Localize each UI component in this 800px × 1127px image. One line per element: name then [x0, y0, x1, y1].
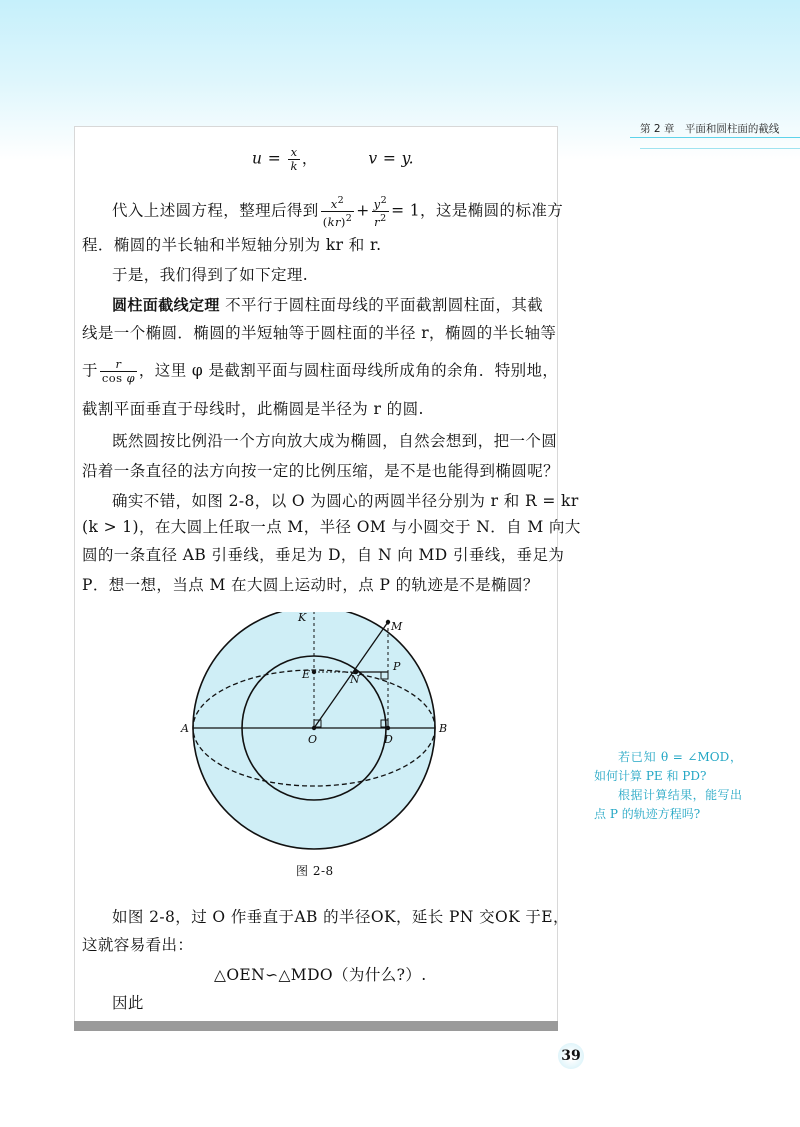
paragraph-construction-3: 圆的一条直径 AB 引垂线，垂足为 D，自 N 向 MD 引垂线，垂足为	[82, 546, 565, 564]
point-D	[386, 726, 390, 730]
label-P: P	[393, 660, 401, 673]
label-K: K	[298, 612, 307, 624]
paragraph-construction-1: 确实不错，如图 2-8，以 O 为圆心的两圆半径分别为 r 和 R = kr	[112, 492, 579, 510]
paragraph-axes: 程．椭圆的半长轴和半短轴分别为 kr 和 r.	[82, 236, 382, 254]
header-rule	[630, 137, 800, 138]
paragraph-extend-1: 如图 2-8，过 O 作垂直于AB 的半径OK，延长 PN 交OK 于E，	[112, 908, 569, 926]
paragraph-construction-2: (k > 1)，在大圆上任取一点 M，半径 OM 与小圆交于 N．自 M 向大	[82, 518, 581, 536]
figure-caption: 图 2-8	[296, 864, 334, 878]
point-E	[312, 670, 316, 674]
margin-note	[594, 748, 742, 824]
theorem-title: 圆柱面截线定理	[112, 296, 220, 314]
margin-note-question-1: 若已知 θ = ∠MOD，如何计算 PE 和 PD?	[594, 750, 742, 783]
similar-triangles: △OEN∽△MDO（为什么?）.	[214, 966, 427, 984]
theorem-line-3: 于 $\frac{r}{\text{cos φ}}$ ，这里 φ 是截割平面与圆柱面母线所成角的余角．特别地，	[82, 357, 559, 385]
label-A: A	[181, 722, 189, 735]
label-D: D	[384, 733, 393, 746]
point-M	[386, 620, 390, 624]
margin-note-question-2: 根据计算结果，能写出点 P 的轨迹方程吗?	[594, 788, 742, 821]
paragraph-construction-4: P．想一想，当点 M 在大圆上运动时，点 P 的轨迹是不是椭圆？	[82, 576, 539, 594]
page-number: 39	[558, 1043, 584, 1069]
point-O	[312, 726, 316, 730]
label-B: B	[439, 722, 448, 735]
paragraph-theorem-intro: 于是，我们得到了如下定理.	[112, 266, 309, 284]
theorem-line-1: 圆柱面截线定理 不平行于圆柱面母线的平面截割圆柱面，其截	[112, 296, 544, 314]
label-E: E	[302, 668, 311, 681]
paragraph-extend-2: 这就容易看出：	[82, 936, 194, 954]
theorem-line-4: 截割平面垂直于母线时，此椭圆是半径为 r 的圆.	[82, 400, 424, 418]
paragraph-therefore: 因此	[112, 994, 144, 1012]
paragraph-compress-2: 沿着一条直径的法方向按一定的比例压缩，是不是也能得到椭圆呢？	[82, 462, 560, 480]
figure-2-8	[180, 612, 460, 858]
paragraph-standard-equation: 代入上述圆方程，整理后得到 $\frac{x^2}{(kr)^2}$ + $\frac{y^2}{r^2}$ = 1，这是椭圆的标准方	[112, 195, 564, 229]
theorem-line-2: 线是一个椭圆．椭圆的半短轴等于圆柱面的半径 r，椭圆的半长轴等	[82, 324, 557, 342]
chapter-header: 第 2 章 平面和圆柱面的截线	[640, 123, 780, 135]
label-M: M	[391, 620, 403, 633]
label-N: N	[350, 673, 360, 686]
equation-uv: u = $\frac{x}{k}$ ， v = y.	[252, 145, 414, 173]
label-O: O	[308, 733, 318, 746]
paragraph-compress-1: 既然圆按比例沿一个方向放大成为椭圆，自然会想到，把一个圆	[112, 432, 558, 450]
text-box-bottom-bar	[74, 1021, 558, 1031]
header-rule-secondary	[640, 148, 800, 149]
